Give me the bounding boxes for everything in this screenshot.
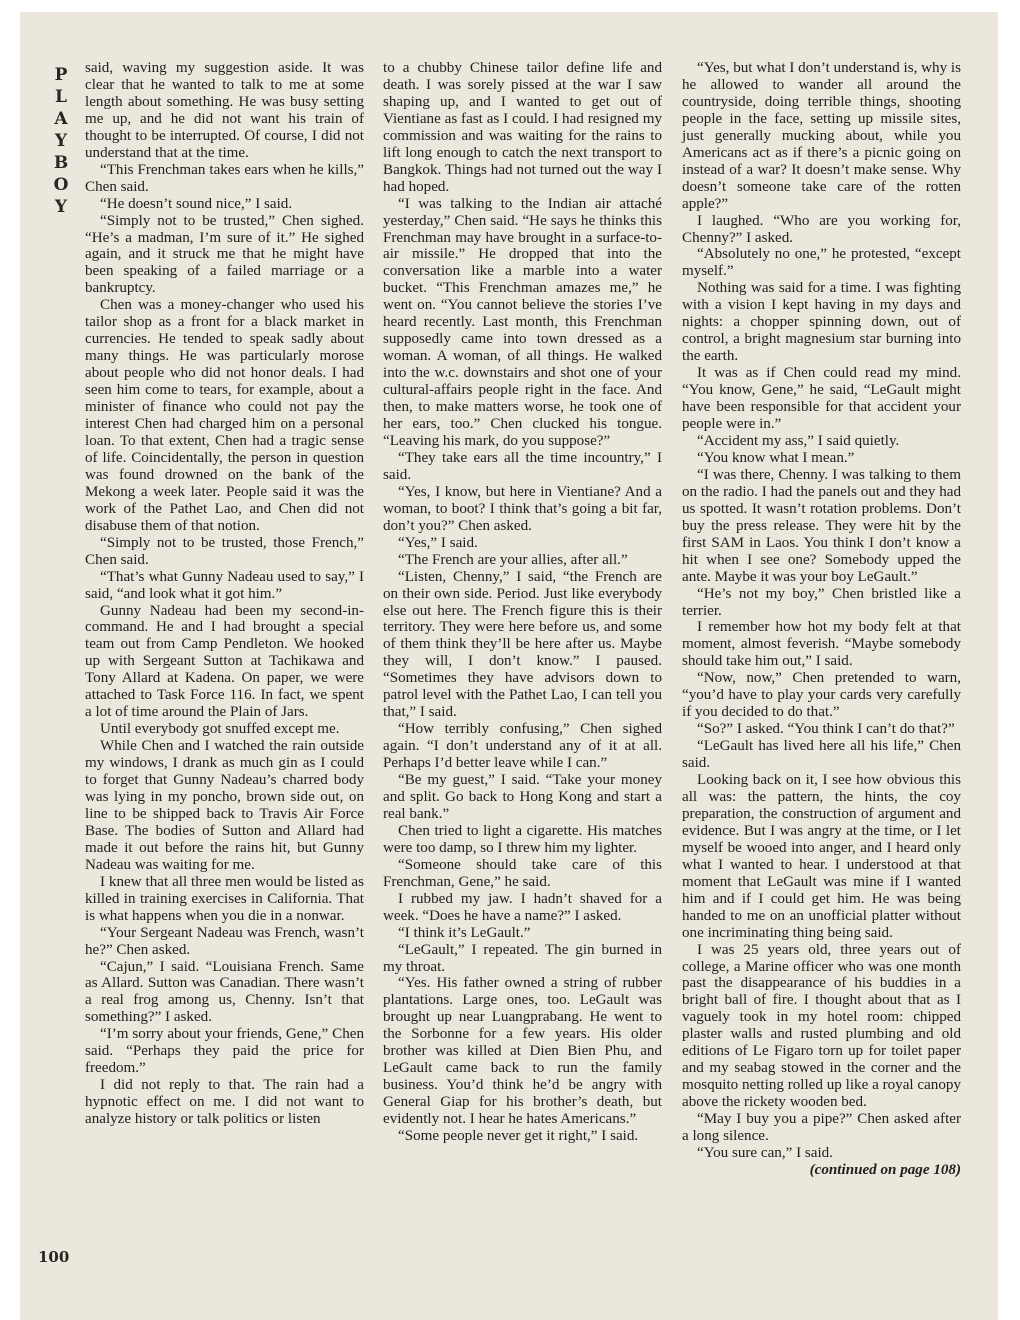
paragraph: “Someone should take care of this Frenchman, Gene,” he said.	[383, 856, 662, 890]
paragraph: “I was there, Chenny. I was talking to them on the radio. I had the panels out and they had us spotted. It wasn’t rotation problems. Don’t buy the press release. They were hit by the first SAM in Laos. You think I don’t know a hit when I see one? Somebody upped the ante. Maybe it was your boy LeGault.”	[682, 466, 961, 585]
paragraph: Nothing was said for a time. I was fighting with a vision I kept having in my days and nights: a chopper spinning down, out of control, a bright magnesium star burning into the earth.	[682, 280, 961, 365]
paragraph: Gunny Nadeau had been my second-in-command. He and I had brought a special team out from Camp Pendleton. We hooked up with Sergeant Sutton at Tachikawa and Tony Allard at Kadena. On paper, we were attached to Task Force 116. In fact, we spent a lot of time around the Plain of Jars.	[85, 602, 364, 721]
paragraph: “Yes, I know, but here in Vientiane? And a woman, to boot? I think that’s going a bit far, don’t you?” Chen asked.	[383, 483, 662, 534]
continuation-note: (continued on page 108)	[809, 1161, 961, 1178]
masthead-letter: L	[55, 87, 67, 107]
paragraph: “I think it’s LeGault.”	[398, 924, 531, 941]
paragraph: “Some people never get it right,” I said.	[398, 1128, 639, 1145]
paragraph: “LeGault,” I repeated. The gin burned in my throat.	[383, 941, 662, 975]
paragraph: “So?” I asked. “You think I can’t do that?”	[697, 721, 955, 738]
paragraph: “Your Sergeant Nadeau was French, wasn’t he?” Chen asked.	[85, 924, 364, 958]
paragraph: Looking back on it, I see how obvious this all was: the pattern, the hints, the coy preparation, the construction of argument and evidence. But I was angry at the time, or I let myself be wooed into anger, and I heard only what I wanted to hear. I understood at that moment that LeGault was mine if I wanted him and if I could get him. He was being handed to me on an unofficial platter without one incriminating thing being said.	[682, 772, 961, 941]
paragraph: It was as if Chen could read my mind. “You know, Gene,” he said, “LeGault might have been responsible for that accident your people were in.”	[682, 365, 961, 433]
paragraph: “Simply not to be trusted,” Chen sighed. “He’s a madman, I’m sure of it.” He sighed again, and it struck me that he might have been speaking of a failed marriage or a bankruptcy.	[85, 212, 364, 297]
paragraph: “He doesn’t sound nice,” I said.	[100, 195, 293, 212]
paragraph: “Accident my ass,” I said quietly.	[697, 432, 900, 449]
paragraph: Until everybody got snuffed except me.	[100, 721, 340, 738]
masthead-letter: A	[54, 109, 68, 129]
text-column-1	[85, 60, 364, 1128]
paragraph: said, waving my suggestion aside. It was clear that he wanted to talk to me at some length about something. He was busy setting me up, and he did not want his train of thought to be interrupted. Of course, I did not understand that at the time.	[85, 60, 364, 161]
paragraph: “Cajun,” I said. “Louisiana French. Same as Allard. Sutton was Canadian. There wasn’t a real frog among us, Chenny. Isn’t that something?” I asked.	[85, 958, 364, 1026]
paragraph: “How terribly confusing,” Chen sighed again. “I don’t understand any of it at all. Perhaps I’d better leave while I can.”	[383, 721, 662, 772]
paragraph: “You sure can,” I said.	[697, 1145, 833, 1161]
paragraph: Chen was a money-changer who used his tailor shop as a front for a black market in currencies. He tended to speak sadly about many things. He was particularly morose about people who did not honor deals. I had seen him come to tears, for example, about a minister of finance who could not pay the interest Chen had charged him on a personal loan. To that extent, Chen had a tragic sense of life. Coincidentally, the person in question was found drowned on the bank of the Mekong a week later. People said it was the work of the Pathet Lao, and Chen did not disabuse them of that notion.	[85, 297, 364, 534]
paragraph: “May I buy you a pipe?” Chen asked after a long silence.	[682, 1111, 961, 1145]
paragraph: “Absolutely no one,” he protested, “except myself.”	[682, 246, 961, 280]
masthead-letter: B	[53, 153, 69, 173]
masthead-letter: P	[54, 65, 68, 85]
paragraph: I was 25 years old, three years out of college, a Marine officer who was one month past the disappearance of his buddies in a bright ball of fire. I thought about that as I vaguely took in my hotel room: chipped plaster walls and rusted plumbing and old editions of Le Figaro torn up for toilet paper and my seabag stowed in the corner and the mosquito netting rolled up like a royal canopy above the rickety wooden bed.	[682, 941, 961, 1111]
paragraph: “They take ears all the time incountry,” I said.	[383, 449, 662, 483]
masthead-letter: Y	[54, 197, 68, 217]
paragraph: to a chubby Chinese tailor define life and death. I was sorely pissed at the war I saw shaping up, and I wanted to get out of Vientiane as fast as I could. I had resigned my commission and was waiting for the rains to lift long enough to catch the next transport to Bangkok. Things had not turned out the way I had hoped.	[383, 60, 662, 195]
text-column-3	[682, 60, 961, 1179]
paragraph: “That’s what Gunny Nadeau used to say,” I said, “and look what it got him.”	[85, 568, 364, 602]
paragraph: “He’s not my boy,” Chen bristled like a terrier.	[682, 585, 961, 619]
masthead-letter: O	[53, 175, 69, 195]
paragraph: I rubbed my jaw. I hadn’t shaved for a week. “Does he have a name?” I asked.	[383, 890, 662, 924]
paragraph: While Chen and I watched the rain outside my windows, I drank as much gin as I could to forget that Gunny Nadeau’s charred body was lying in my poncho, brown side out, on line to be shipped back to Travis Air Force Base. The bodies of Sutton and Allard had made it out before the rains hit, but Gunny Nadeau was waiting for me.	[85, 738, 364, 873]
paragraph: I knew that all three men would be listed as killed in training exercises in California. That is what happens when you die in a nonwar.	[85, 873, 364, 924]
paragraph: “I was talking to the Indian air attaché yesterday,” Chen said. “He says he thinks this Frenchman may have brought in a surface-to-air missile.” He dropped that into the conversation like a marble into a water bucket. “This Frenchman amazes me,” he went on. “You cannot believe the stories I’ve heard recently. Last month, this Frenchman supposedly came into town dressed as a woman. A woman, of all things. He walked into the w.c. downstairs and shot one of your cultural-affairs people right in the face. And then, to make matters worse, he took one of her ears, too.” Chen clucked his tongue. “Leaving his mark, do you suppose?”	[383, 195, 662, 449]
page-number: 100	[38, 1248, 70, 1266]
paragraph: “Yes, but what I don’t understand is, why is he allowed to wander all around the countryside, doing terrible things, shooting people in the face, setting up missile sites, just generally mucking about, while you Americans act as if there’s a picnic going on instead of a war? It doesn’t make sense. Why doesn’t someone take care of the rotten apple?”	[682, 60, 961, 212]
paragraph: “LeGault has lived here all his life,” Chen said.	[682, 738, 961, 772]
paragraph: I laughed. “Who are you working for, Chenny?” I asked.	[682, 212, 961, 246]
paragraph: “Yes. His father owned a string of rubber plantations. Large ones, too. LeGault was brought up near Luangprabang. He went to the Sorbonne for a few years. His older brother was killed at Dien Bien Phu, and LeGault came back to run the family business. You’d think he’d be angry with General Giap for his brother’s death, but evidently not. I hear he hates Americans.”	[383, 975, 662, 1128]
paragraph: I did not reply to that. The rain had a hypnotic effect on me. I did not want to analyze history or talk politics or listen	[85, 1077, 364, 1128]
paragraph: “I’m sorry about your friends, Gene,” Chen said. “Perhaps they paid the price for freedom.”	[85, 1026, 364, 1077]
paragraph: “The French are your allies, after all.”	[398, 551, 628, 568]
paragraph: “You know what I mean.”	[697, 449, 855, 466]
paragraph: “Yes,” I said.	[398, 534, 478, 551]
text-column-2	[383, 60, 662, 1145]
paragraph: “This Frenchman takes ears when he kills,” Chen said.	[85, 161, 364, 195]
paragraph: “Simply not to be trusted, those French,” Chen said.	[85, 534, 364, 568]
paragraph: I remember how hot my body felt at that moment, almost feverish. “Maybe somebody should take him out,” I said.	[682, 619, 961, 670]
masthead-vertical	[50, 64, 72, 218]
paragraph: “Now, now,” Chen pretended to warn, “you’d have to play your cards very carefully if you decided to do that.”	[682, 670, 961, 721]
masthead-letter: Y	[54, 131, 68, 151]
paragraph: “Listen, Chenny,” I said, “the French are on their own side. Period. Just like everybody else out here. The French figure this is their territory. They were here before us, and some of them think they’ll be here after us. Maybe they will, I don’t know.” I paused. “Sometimes they have advisors down to patrol level with the Pathet Lao, I can tell you that,” I said.	[383, 568, 662, 721]
paragraph: Chen tried to light a cigarette. His matches were too damp, so I threw him my lighter.	[383, 822, 662, 856]
paragraph: “Be my guest,” I said. “Take your money and split. Go back to Hong Kong and start a real bank.”	[383, 772, 662, 822]
